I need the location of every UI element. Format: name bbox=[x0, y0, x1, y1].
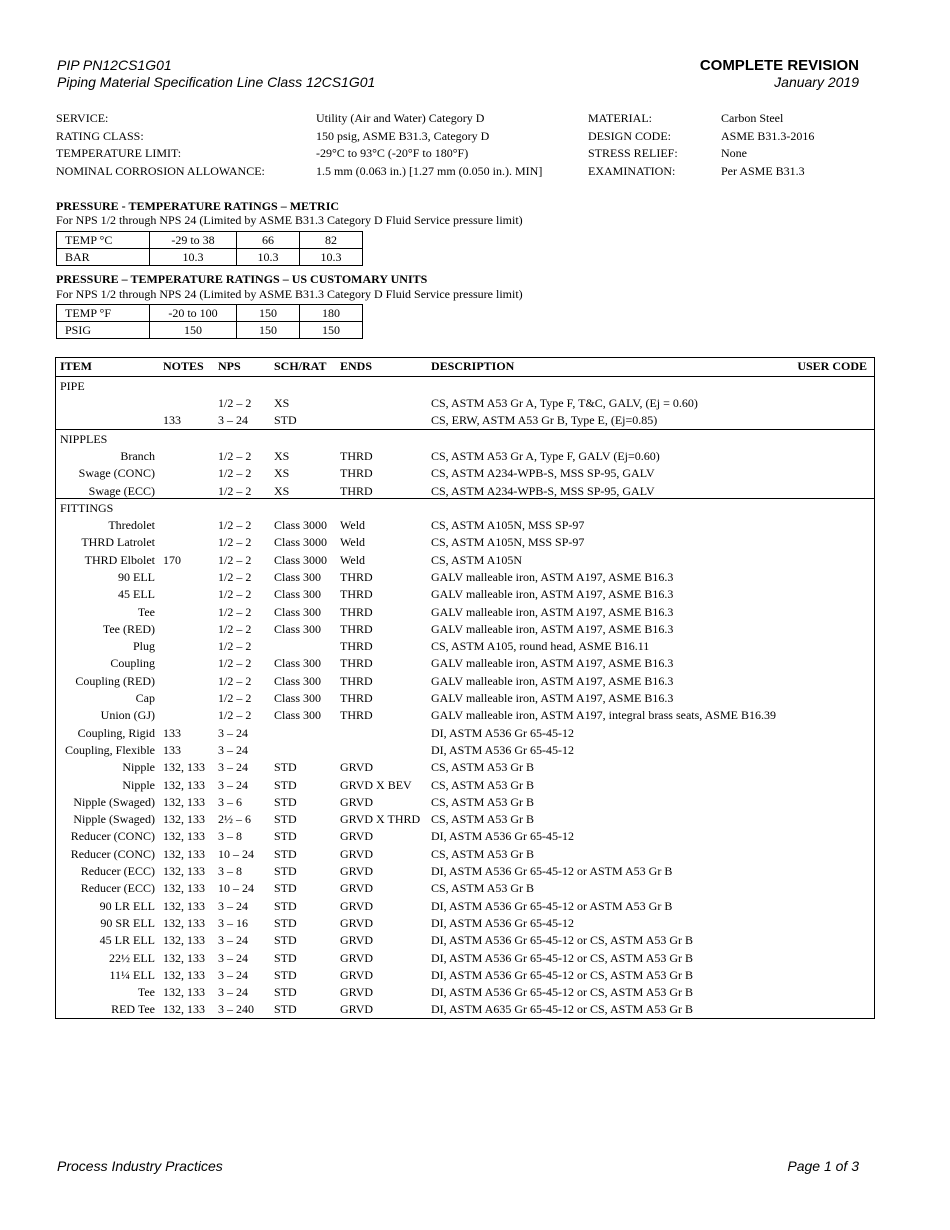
table-row bbox=[56, 413, 874, 430]
nps-value: 3 – 24 bbox=[218, 950, 248, 965]
item-name: 90 LR ELL bbox=[99, 898, 155, 913]
ends-value: THRD bbox=[340, 466, 373, 481]
fittings-section bbox=[56, 498, 874, 1019]
sch-rat-value: Class 300 bbox=[274, 656, 322, 671]
description-value: CS, ASTM A53 Gr B bbox=[431, 760, 535, 775]
item-name: Coupling, Rigid bbox=[77, 725, 155, 740]
document-subtitle: Piping Material Specification Line Class 12CS1G01 bbox=[57, 74, 376, 90]
info-label: TEMPERATURE LIMIT: bbox=[56, 146, 182, 160]
ends-value: GRVD bbox=[340, 829, 374, 844]
section-title: FITTINGS bbox=[60, 501, 114, 515]
us-ratings-subtitle: For NPS 1/2 through NPS 24 (Limited by ASME B31.3 Category D Fluid Service pressure limit) bbox=[56, 287, 523, 301]
sch-rat-value: STD bbox=[274, 777, 297, 792]
footer-page-number: Page 1 of 3 bbox=[787, 1158, 859, 1174]
us-ratings-title: PRESSURE – TEMPERATURE RATINGS – US CUSTOMARY UNITS bbox=[56, 272, 428, 286]
sch-rat-value: XS bbox=[274, 483, 290, 498]
metric-ratings-subtitle: For NPS 1/2 through NPS 24 (Limited by ASME B31.3 Category D Fluid Service pressure limit) bbox=[56, 213, 523, 227]
table-row bbox=[56, 916, 874, 933]
table-cell: 150 bbox=[237, 322, 300, 339]
nps-value: 1/2 – 2 bbox=[218, 691, 252, 705]
description-value: DI, ASTM A536 Gr 65-45-12 or ASTM A53 Gr B bbox=[431, 864, 673, 878]
notes-value: 133 bbox=[163, 413, 181, 428]
notes-value: 132, 133 bbox=[163, 915, 205, 930]
ends-value: THRD bbox=[340, 621, 373, 636]
nps-value: 1/2 – 2 bbox=[218, 569, 252, 584]
footer-left: Process Industry Practices bbox=[57, 1158, 223, 1174]
item-name: Coupling, Flexible bbox=[65, 742, 155, 757]
ends-value: THRD bbox=[340, 708, 373, 723]
nps-value: 1/2 – 2 bbox=[218, 656, 252, 671]
table-cell: 150 bbox=[237, 305, 300, 322]
nps-value: 1/2 – 2 bbox=[218, 639, 252, 654]
sch-rat-value: Class 300 bbox=[274, 673, 322, 688]
sch-rat-value: STD bbox=[274, 794, 297, 809]
item-name: Coupling bbox=[110, 656, 155, 671]
item-name: Reducer (ECC) bbox=[80, 881, 155, 896]
nipples-section bbox=[56, 429, 874, 499]
table-cell: TEMP °F bbox=[57, 305, 150, 322]
description-value: CS, ASTM A53 Gr A, Type F, T&C, GALV, (Ej = 0.60) bbox=[431, 396, 698, 410]
sch-rat-value: XS bbox=[274, 449, 290, 463]
info-value: -29°C to 93°C (-20°F to 180°F) bbox=[316, 146, 469, 160]
ends-value: THRD bbox=[340, 691, 373, 705]
description-value: CS, ASTM A53 Gr B bbox=[431, 881, 535, 896]
nps-value: 1/2 – 2 bbox=[218, 483, 252, 498]
ends-value: THRD bbox=[340, 639, 373, 654]
table-cell: 10.3 bbox=[237, 249, 300, 266]
item-name: 45 LR ELL bbox=[99, 933, 155, 948]
notes-value: 132, 133 bbox=[163, 864, 205, 878]
item-name: 90 SR ELL bbox=[100, 915, 155, 930]
item-name: Cap bbox=[135, 691, 155, 705]
ends-value: GRVD bbox=[340, 967, 374, 982]
ends-value: Weld bbox=[340, 518, 366, 532]
info-value: Utility (Air and Water) Category D bbox=[316, 111, 485, 125]
sch-rat-value: Class 300 bbox=[274, 691, 322, 705]
nps-value: 10 – 24 bbox=[218, 881, 254, 896]
table-cell: PSIG bbox=[57, 322, 150, 339]
info-label: MATERIAL: bbox=[588, 111, 652, 125]
info-label: NOMINAL CORROSION ALLOWANCE: bbox=[56, 163, 265, 178]
ends-value: GRVD bbox=[340, 881, 374, 896]
description-value: CS, ASTM A105N, MSS SP-97 bbox=[431, 535, 585, 550]
table-row bbox=[56, 553, 874, 570]
ends-value: THRD bbox=[340, 673, 373, 688]
ends-value: Weld bbox=[340, 552, 366, 567]
description-value: CS, ERW, ASTM A53 Gr B, Type E, (Ej=0.85) bbox=[431, 413, 658, 428]
sch-rat-value: STD bbox=[274, 985, 297, 1000]
item-name: Reducer (CONC) bbox=[70, 846, 155, 861]
notes-value: 133 bbox=[163, 725, 181, 740]
description-value: CS, ASTM A53 Gr B bbox=[431, 846, 535, 861]
item-name: Reducer (CONC) bbox=[70, 829, 155, 844]
info-label: EXAMINATION: bbox=[588, 163, 676, 178]
item-name: Union (GJ) bbox=[100, 708, 155, 723]
sch-rat-value: STD bbox=[274, 864, 297, 878]
item-name: 22½ ELL bbox=[109, 950, 155, 965]
item-name: Nipple (Swaged) bbox=[73, 794, 155, 809]
description-value: CS, ASTM A53 Gr B bbox=[431, 812, 535, 827]
table-row bbox=[56, 708, 874, 725]
revision-label: COMPLETE REVISION bbox=[699, 57, 859, 74]
sch-rat-value: Class 300 bbox=[274, 587, 322, 602]
table-row bbox=[56, 881, 874, 898]
nps-value: 1/2 – 2 bbox=[218, 604, 252, 619]
table-row bbox=[57, 322, 363, 339]
ends-value: GRVD bbox=[340, 950, 374, 965]
table-row bbox=[56, 656, 874, 673]
ends-value: GRVD X THRD bbox=[340, 812, 421, 827]
sch-rat-value: XS bbox=[274, 396, 290, 410]
nps-value: 1/2 – 2 bbox=[218, 587, 252, 602]
item-name: RED Tee bbox=[111, 1002, 155, 1017]
sch-rat-value: STD bbox=[274, 413, 297, 428]
sch-rat-value: STD bbox=[274, 898, 297, 913]
description-value: DI, ASTM A536 Gr 65-45-12 bbox=[431, 742, 574, 757]
sch-rat-value: STD bbox=[274, 760, 297, 775]
ends-value: THRD bbox=[340, 587, 373, 602]
table-row bbox=[56, 899, 874, 916]
item-name: Tee (RED) bbox=[102, 621, 155, 636]
table-row bbox=[56, 639, 874, 656]
notes-value: 132, 133 bbox=[163, 985, 205, 1000]
header-item: ITEM bbox=[60, 359, 93, 373]
notes-value: 132, 133 bbox=[163, 933, 205, 948]
header-description: DESCRIPTION bbox=[431, 359, 515, 373]
info-value: Per ASME B31.3 bbox=[721, 163, 805, 178]
ends-value: GRVD bbox=[340, 915, 374, 930]
item-name: Nipple bbox=[122, 777, 155, 792]
notes-value: 132, 133 bbox=[163, 760, 205, 775]
item-name: Tee bbox=[137, 985, 155, 1000]
table-row bbox=[56, 829, 874, 846]
table-row bbox=[56, 1002, 874, 1019]
table-row bbox=[56, 622, 874, 639]
item-name: 90 ELL bbox=[118, 569, 155, 584]
info-value: ASME B31.3-2016 bbox=[721, 128, 815, 143]
table-row bbox=[56, 933, 874, 950]
table-row bbox=[56, 535, 874, 552]
notes-value: 132, 133 bbox=[163, 829, 205, 844]
info-value: 1.5 mm (0.063 in.) [1.27 mm (0.050 in.). MIN] bbox=[316, 163, 543, 178]
table-cell: 150 bbox=[300, 322, 363, 339]
sch-rat-value: Class 3000 bbox=[274, 518, 328, 532]
sch-rat-value: Class 300 bbox=[274, 708, 322, 723]
nps-value: 10 – 24 bbox=[218, 846, 254, 861]
notes-value: 170 bbox=[163, 552, 181, 567]
nps-value: 3 – 24 bbox=[218, 933, 248, 948]
sch-rat-value: XS bbox=[274, 466, 290, 481]
description-value: GALV malleable iron, ASTM A197, ASME B16.3 bbox=[431, 587, 674, 602]
notes-value: 132, 133 bbox=[163, 881, 205, 896]
table-cell: TEMP °C bbox=[57, 232, 150, 249]
table-row bbox=[56, 864, 874, 881]
table-row bbox=[56, 449, 874, 466]
table-cell: 66 bbox=[237, 232, 300, 249]
info-label: SERVICE: bbox=[56, 111, 109, 125]
description-value: GALV malleable iron, ASTM A197, ASME B16.3 bbox=[431, 691, 674, 705]
ends-value: THRD bbox=[340, 656, 373, 671]
table-row bbox=[56, 743, 874, 760]
description-value: GALV malleable iron, ASTM A197, ASME B16.3 bbox=[431, 656, 674, 671]
description-value: GALV malleable iron, ASTM A197, ASME B16.3 bbox=[431, 604, 674, 619]
table-row bbox=[56, 968, 874, 985]
ends-value: THRD bbox=[340, 569, 373, 584]
pipe-section bbox=[56, 377, 874, 429]
nps-value: 1/2 – 2 bbox=[218, 466, 252, 481]
notes-value: 132, 133 bbox=[163, 812, 205, 827]
table-row bbox=[56, 812, 874, 829]
item-name: Thredolet bbox=[108, 518, 155, 532]
sch-rat-value: Class 3000 bbox=[274, 552, 328, 567]
info-label: STRESS RELIEF: bbox=[588, 146, 678, 160]
info-label: RATING CLASS: bbox=[56, 128, 144, 143]
metric-ratings-title: PRESSURE - TEMPERATURE RATINGS – METRIC bbox=[56, 199, 340, 213]
table-row bbox=[56, 605, 874, 622]
description-value: CS, ASTM A105N bbox=[431, 552, 523, 567]
notes-value: 132, 133 bbox=[163, 950, 205, 965]
table-row bbox=[56, 847, 874, 864]
sch-rat-value: Class 300 bbox=[274, 604, 322, 619]
sch-rat-value: STD bbox=[274, 829, 297, 844]
sch-rat-value: Class 300 bbox=[274, 621, 322, 636]
info-left-values bbox=[316, 110, 542, 180]
nps-value: 3 – 24 bbox=[218, 413, 248, 428]
nps-value: 3 – 24 bbox=[218, 777, 248, 792]
nps-value: 3 – 16 bbox=[218, 915, 248, 930]
table-row bbox=[56, 795, 874, 812]
ends-value: GRVD bbox=[340, 898, 374, 913]
item-name: Tee bbox=[137, 604, 155, 619]
description-value: GALV malleable iron, ASTM A197, integral brass seats, ASME B16.39 bbox=[431, 708, 776, 723]
section-title: NIPPLES bbox=[60, 432, 108, 446]
description-value: DI, ASTM A536 Gr 65-45-12 bbox=[431, 725, 574, 740]
description-value: CS, ASTM A53 Gr B bbox=[431, 777, 535, 792]
nps-value: 3 – 24 bbox=[218, 967, 248, 982]
nps-value: 3 – 8 bbox=[218, 864, 242, 878]
spec-table bbox=[55, 357, 875, 1019]
description-value: DI, ASTM A536 Gr 65-45-12 or CS, ASTM A53 Gr B bbox=[431, 985, 694, 1000]
sch-rat-value: STD bbox=[274, 846, 297, 861]
notes-value: 132, 133 bbox=[163, 967, 205, 982]
nps-value: 1/2 – 2 bbox=[218, 621, 252, 636]
info-right-labels bbox=[588, 110, 678, 180]
description-value: CS, ASTM A53 Gr A, Type F, GALV (Ej=0.60) bbox=[431, 449, 660, 463]
item-name: Plug bbox=[132, 639, 155, 654]
ends-value: GRVD bbox=[340, 1002, 374, 1017]
ends-value: Weld bbox=[340, 535, 366, 550]
sch-rat-value: STD bbox=[274, 812, 297, 827]
item-name: Swage (CONC) bbox=[78, 466, 155, 481]
nps-value: 3 – 24 bbox=[218, 898, 248, 913]
nps-value: 1/2 – 2 bbox=[218, 673, 252, 688]
document-id: PIP PN12CS1G01 bbox=[57, 57, 172, 73]
header-sch-rat: SCH/RAT bbox=[274, 359, 327, 373]
description-value: DI, ASTM A536 Gr 65-45-12 or CS, ASTM A53 Gr B bbox=[431, 967, 694, 982]
ends-value: THRD bbox=[340, 483, 373, 498]
nps-value: 1/2 – 2 bbox=[218, 535, 252, 550]
notes-value: 132, 133 bbox=[163, 794, 205, 809]
table-cell: -29 to 38 bbox=[150, 232, 237, 249]
sch-rat-value: STD bbox=[274, 881, 297, 896]
nps-value: 3 – 24 bbox=[218, 742, 248, 757]
ends-value: GRVD bbox=[340, 794, 374, 809]
sch-rat-value: STD bbox=[274, 915, 297, 930]
metric-ratings-table bbox=[56, 231, 363, 266]
item-name: Coupling (RED) bbox=[75, 673, 155, 688]
ends-value: GRVD bbox=[340, 933, 374, 948]
table-cell: 180 bbox=[300, 305, 363, 322]
item-name: THRD Elbolet bbox=[84, 552, 155, 567]
notes-value: 132, 133 bbox=[163, 898, 205, 913]
table-row bbox=[56, 674, 874, 691]
nps-value: 3 – 6 bbox=[218, 794, 242, 809]
table-row bbox=[56, 951, 874, 968]
header-notes: NOTES bbox=[163, 359, 204, 373]
info-left-labels bbox=[56, 110, 265, 180]
description-value: GALV malleable iron, ASTM A197, ASME B16.3 bbox=[431, 673, 674, 688]
table-row bbox=[56, 985, 874, 1002]
header-row bbox=[56, 359, 874, 376]
description-value: CS, ASTM A105, round head, ASME B16.11 bbox=[431, 639, 650, 654]
ends-value: THRD bbox=[340, 449, 373, 463]
table-cell: -20 to 100 bbox=[150, 305, 237, 322]
description-value: CS, ASTM A234-WPB-S, MSS SP-95, GALV bbox=[431, 483, 655, 498]
table-row bbox=[56, 726, 874, 743]
ends-value: GRVD X BEV bbox=[340, 777, 412, 792]
table-cell: 10.3 bbox=[150, 249, 237, 266]
description-value: CS, ASTM A234-WPB-S, MSS SP-95, GALV bbox=[431, 466, 655, 481]
section-title: PIPE bbox=[60, 379, 85, 393]
description-value: GALV malleable iron, ASTM A197, ASME B16.3 bbox=[431, 621, 674, 636]
item-name: Nipple (Swaged) bbox=[73, 812, 155, 827]
description-value: GALV malleable iron, ASTM A197, ASME B16.3 bbox=[431, 569, 674, 584]
table-cell: 10.3 bbox=[300, 249, 363, 266]
nps-value: 3 – 24 bbox=[218, 760, 248, 775]
nps-value: 1/2 – 2 bbox=[218, 708, 252, 723]
item-name: Nipple bbox=[122, 760, 155, 775]
item-name: Swage (ECC) bbox=[88, 483, 155, 498]
info-value: 150 psig, ASME B31.3, Category D bbox=[316, 128, 490, 143]
sch-rat-value: Class 3000 bbox=[274, 535, 328, 550]
header-ends: ENDS bbox=[340, 359, 373, 373]
nps-value: 1/2 – 2 bbox=[218, 396, 252, 410]
info-label: DESIGN CODE: bbox=[588, 128, 671, 143]
table-row bbox=[56, 778, 874, 795]
document-header-left bbox=[57, 57, 375, 91]
description-value: CS, ASTM A105N, MSS SP-97 bbox=[431, 518, 585, 532]
table-row bbox=[56, 587, 874, 604]
table-row bbox=[57, 249, 363, 266]
sch-rat-value: STD bbox=[274, 1002, 297, 1017]
info-right-values bbox=[721, 110, 814, 180]
info-value: None bbox=[721, 146, 747, 160]
sch-rat-value: STD bbox=[274, 933, 297, 948]
header-nps: NPS bbox=[218, 359, 241, 373]
document-header-right bbox=[700, 57, 859, 91]
table-cell: 150 bbox=[150, 322, 237, 339]
ends-value: GRVD bbox=[340, 760, 374, 775]
description-value: DI, ASTM A536 Gr 65-45-12 bbox=[431, 829, 574, 844]
notes-value: 132, 133 bbox=[163, 1002, 205, 1017]
table-row bbox=[57, 232, 363, 249]
notes-value: 133 bbox=[163, 742, 181, 757]
us-ratings-table bbox=[56, 304, 363, 339]
spec-table-header bbox=[56, 358, 874, 377]
description-value: DI, ASTM A536 Gr 65-45-12 or CS, ASTM A53 Gr B bbox=[431, 933, 694, 948]
nps-value: 3 – 240 bbox=[218, 1002, 254, 1017]
sch-rat-value: STD bbox=[274, 950, 297, 965]
nps-value: 3 – 24 bbox=[218, 725, 248, 740]
table-cell: 82 bbox=[300, 232, 363, 249]
nps-value: 1/2 – 2 bbox=[218, 449, 252, 463]
description-value: DI, ASTM A536 Gr 65-45-12 bbox=[431, 915, 574, 930]
notes-value: 132, 133 bbox=[163, 777, 205, 792]
table-cell: BAR bbox=[57, 249, 150, 266]
nps-value: 3 – 8 bbox=[218, 829, 242, 844]
notes-value: 132, 133 bbox=[163, 846, 205, 861]
sch-rat-value: Class 300 bbox=[274, 569, 322, 584]
info-value: Carbon Steel bbox=[721, 111, 784, 125]
table-row bbox=[56, 760, 874, 777]
nps-value: 1/2 – 2 bbox=[218, 518, 252, 532]
nps-value: 2½ – 6 bbox=[218, 812, 251, 827]
table-row bbox=[56, 396, 874, 413]
item-name: Reducer (ECC) bbox=[80, 864, 155, 878]
table-row bbox=[56, 466, 874, 483]
ends-value: GRVD bbox=[340, 846, 374, 861]
description-value: DI, ASTM A536 Gr 65-45-12 or ASTM A53 Gr B bbox=[431, 898, 673, 913]
item-name: 45 ELL bbox=[118, 587, 155, 602]
table-row bbox=[57, 305, 363, 322]
header-user-code: USER CODE bbox=[797, 359, 867, 373]
ends-value: THRD bbox=[340, 604, 373, 619]
item-name: 11¼ ELL bbox=[109, 967, 155, 982]
description-value: CS, ASTM A53 Gr B bbox=[431, 794, 535, 809]
nps-value: 1/2 – 2 bbox=[218, 552, 252, 567]
revision-date: January 2019 bbox=[774, 74, 859, 90]
ends-value: GRVD bbox=[340, 985, 374, 1000]
table-row bbox=[56, 691, 874, 708]
description-value: DI, ASTM A536 Gr 65-45-12 or CS, ASTM A53 Gr B bbox=[431, 950, 694, 965]
table-row bbox=[56, 518, 874, 535]
table-row bbox=[56, 570, 874, 587]
nps-value: 3 – 24 bbox=[218, 985, 248, 1000]
item-name: THRD Latrolet bbox=[81, 535, 155, 550]
ends-value: GRVD bbox=[340, 864, 374, 878]
item-name: Branch bbox=[120, 449, 155, 463]
sch-rat-value: STD bbox=[274, 967, 297, 982]
description-value: DI, ASTM A635 Gr 65-45-12 or CS, ASTM A53 Gr B bbox=[431, 1002, 694, 1017]
